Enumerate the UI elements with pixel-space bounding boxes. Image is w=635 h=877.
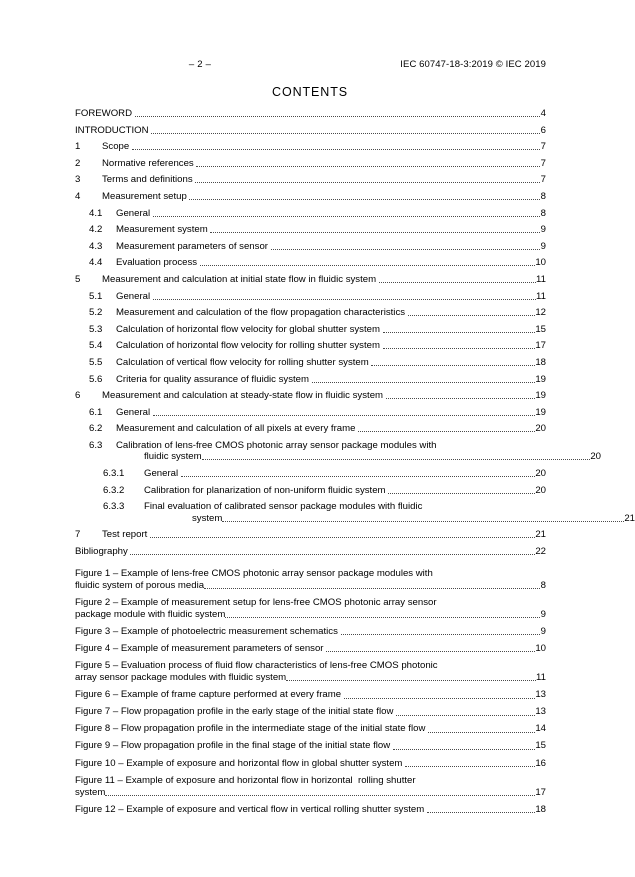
toc-dot-leader <box>371 365 534 366</box>
toc-dot-leader <box>388 493 535 494</box>
toc-entry-number: 1 <box>75 141 81 153</box>
figure-caption-line2: system <box>75 786 106 798</box>
toc-entry[interactable] <box>75 439 601 463</box>
toc-entry-title: Calculation of horizontal flow velocity for rolling shutter system <box>116 340 383 352</box>
toc-entry-number: 4 <box>75 190 81 202</box>
toc-entry[interactable] <box>75 407 546 419</box>
toc-dot-leader <box>383 348 535 349</box>
toc-dot-leader <box>386 398 535 399</box>
toc-page-number: 20 <box>535 484 546 496</box>
toc-dot-leader <box>135 116 540 117</box>
toc-entry[interactable] <box>75 158 546 170</box>
toc-entry-title: Calibration of lens-free CMOS photonic array sensor package modules with <box>116 439 440 451</box>
toc-dot-leader <box>181 476 535 477</box>
toc-entry[interactable] <box>75 324 546 336</box>
toc-page-number: 7 <box>540 174 546 186</box>
toc-entry-title: Calculation of horizontal flow velocity for global shutter system <box>116 323 383 335</box>
toc-entry-title-cont: system <box>192 512 223 524</box>
toc-page-number: 19 <box>535 373 546 385</box>
figure-caption-line1: Figure 10 – Example of exposure and horizontal flow in global shutter system <box>75 757 406 769</box>
figure-page-number: 14 <box>535 723 546 735</box>
figure-list-entry[interactable] <box>75 689 546 701</box>
toc-entry-number: 5.2 <box>89 307 103 319</box>
toc-entry-number: 5.6 <box>89 373 103 385</box>
figure-caption-line1: Figure 3 – Example of photoelectric measurement schematics <box>75 626 341 637</box>
toc-page-number: 20 <box>535 423 546 435</box>
toc-entry[interactable] <box>75 529 546 541</box>
running-header <box>75 58 546 72</box>
toc-page-number: 20 <box>535 468 546 480</box>
toc-entry[interactable] <box>75 208 546 220</box>
figure-dot-leader <box>286 680 535 681</box>
toc-entry-title: Criteria for quality assurance of fluidic system <box>116 373 312 385</box>
toc-entry-number: 4.1 <box>89 207 103 219</box>
toc-page-number: 7 <box>540 157 546 169</box>
toc-page-number: 8 <box>540 190 546 202</box>
figure-caption-line2: array sensor package modules with fluidic system <box>75 672 287 684</box>
toc-dot-leader <box>153 216 540 217</box>
figure-page-number: 15 <box>535 740 546 752</box>
toc-page-number: 4 <box>540 108 546 119</box>
toc-page-number: 21 <box>624 512 635 524</box>
figure-page-number: 11 <box>536 672 546 684</box>
toc-dot-leader <box>210 232 540 233</box>
figure-page-number: 18 <box>535 803 546 815</box>
figure-dot-leader <box>428 732 535 733</box>
toc-dot-leader <box>150 537 535 538</box>
figure-dot-leader <box>204 588 540 589</box>
list-of-figures <box>75 568 546 821</box>
figure-dot-leader <box>341 634 541 635</box>
toc-page-number: 9 <box>540 224 546 236</box>
toc-entry[interactable] <box>75 501 635 524</box>
toc-entry-number: 6.1 <box>89 406 103 418</box>
toc-entry-title: Measurement and calculation at steady-state flow in fluidic system <box>102 390 386 402</box>
toc-entry-number: 5 <box>75 273 81 285</box>
figure-dot-leader <box>344 698 535 699</box>
toc-dot-leader <box>189 199 540 200</box>
toc-entry-number: 3 <box>75 174 81 186</box>
toc-entry-title: Normative references <box>102 157 197 169</box>
toc-dot-leader <box>408 315 535 316</box>
figure-caption-line1: Figure 8 – Flow propagation profile in the intermediate stage of the initial state flow <box>75 723 429 735</box>
toc-entry[interactable] <box>75 340 546 352</box>
figure-list-entry[interactable] <box>75 775 546 799</box>
toc-page-number: 12 <box>535 307 546 319</box>
figure-page-number: 9 <box>540 626 546 637</box>
toc-entry-number: 5.3 <box>89 323 103 335</box>
toc-entry-title: General <box>116 207 153 219</box>
figure-list-entry[interactable] <box>75 626 546 638</box>
toc-entry[interactable] <box>75 423 546 435</box>
figure-caption-line1: Figure 6 – Example of frame capture performed at every frame <box>75 689 344 701</box>
figure-list-entry[interactable] <box>75 597 546 621</box>
toc-dot-leader <box>202 459 590 460</box>
figure-caption-line1: Figure 7 – Flow propagation profile in the early stage of the initial state flow <box>75 706 397 718</box>
figure-list-entry[interactable] <box>75 804 546 816</box>
toc-dot-leader <box>153 415 535 416</box>
toc-entry-title: INTRODUCTION <box>75 124 152 136</box>
toc-entry-title: Terms and definitions <box>102 174 196 186</box>
toc-entry-number: 7 <box>75 529 81 541</box>
figure-caption-line1: Figure 4 – Example of measurement parameters of sensor <box>75 643 327 655</box>
figure-page-number: 13 <box>535 689 546 701</box>
figure-page-number: 13 <box>535 706 546 718</box>
toc-dot-leader <box>379 282 536 283</box>
toc-entry-number: 6.3.2 <box>103 484 125 496</box>
toc-entry-title: Calculation of vertical flow velocity for rolling shutter system <box>116 356 372 368</box>
toc-entry[interactable] <box>75 174 546 186</box>
toc-entry[interactable] <box>75 374 546 386</box>
toc-entry-title: Measurement system <box>116 224 211 236</box>
figure-page-number: 16 <box>535 757 546 769</box>
table-of-contents <box>75 108 635 563</box>
toc-entry[interactable] <box>75 191 546 203</box>
toc-entry-number: 6.3.3 <box>103 501 125 513</box>
figure-caption-line1: Figure 11 – Example of exposure and horizontal flow in horizontal rolling shutter <box>75 774 416 786</box>
figure-dot-leader <box>326 651 535 652</box>
figure-list-entry[interactable] <box>75 643 546 655</box>
toc-entry-title: Measurement and calculation of all pixels at every frame <box>116 423 359 435</box>
toc-entry-title: General <box>116 290 153 302</box>
toc-entry-number: 6.3.1 <box>103 468 125 480</box>
figure-list-entry[interactable] <box>75 660 546 684</box>
toc-entry-number: 5.5 <box>89 356 103 368</box>
toc-entry-title: Measurement and calculation at initial state flow in fluidic system <box>102 273 379 285</box>
page-title: CONTENTS <box>272 85 348 99</box>
toc-page-number: 15 <box>535 323 546 335</box>
toc-entry[interactable] <box>75 546 546 558</box>
toc-page-number: 9 <box>540 240 546 252</box>
toc-entry[interactable] <box>75 357 546 369</box>
toc-entry-number: 6 <box>75 390 81 402</box>
figure-page-number: 9 <box>540 608 546 620</box>
toc-dot-leader <box>383 332 535 333</box>
toc-entry-title-cont: fluidic system <box>144 451 202 463</box>
toc-page-number: 17 <box>535 340 546 352</box>
figure-list-entry[interactable] <box>75 758 546 770</box>
toc-dot-leader <box>271 249 541 250</box>
toc-entry[interactable] <box>75 468 546 480</box>
toc-entry-title: Measurement setup <box>102 190 190 202</box>
toc-dot-leader <box>151 133 540 134</box>
toc-entry[interactable] <box>75 224 546 236</box>
toc-page-number: 22 <box>535 546 546 558</box>
figure-page-number: 17 <box>535 786 546 798</box>
toc-page-number: 21 <box>535 529 546 541</box>
toc-entry-title: Final evaluation of calibrated sensor package modules with fluidic <box>144 501 426 513</box>
toc-dot-leader <box>153 299 536 300</box>
toc-entry-title: General <box>144 468 181 480</box>
toc-dot-leader <box>196 166 540 167</box>
figure-dot-leader <box>427 812 535 813</box>
toc-page-number: 20 <box>590 451 601 463</box>
toc-entry-title: Bibliography <box>75 546 131 558</box>
toc-entry[interactable] <box>75 141 546 153</box>
figure-caption-line1: Figure 9 – Flow propagation profile in the final stage of the initial state flow <box>75 740 393 752</box>
figure-page-number: 10 <box>535 643 546 655</box>
figure-list-entry[interactable] <box>75 740 546 752</box>
toc-page-number: 7 <box>540 141 546 153</box>
toc-dot-leader <box>358 431 535 432</box>
figure-list-entry[interactable] <box>75 706 546 718</box>
figure-page-number: 8 <box>540 579 546 591</box>
figure-dot-leader <box>225 617 540 618</box>
toc-entry-number: 5.4 <box>89 340 103 352</box>
toc-dot-leader <box>195 182 540 183</box>
toc-dot-leader <box>130 554 534 555</box>
toc-page-number: 10 <box>535 257 546 269</box>
toc-entry-title: Measurement parameters of sensor <box>116 240 271 252</box>
figure-caption-line2: fluidic system of porous media <box>75 579 205 591</box>
figure-dot-leader <box>105 795 534 796</box>
toc-page-number: 19 <box>535 390 546 402</box>
figure-list-entry[interactable] <box>75 568 546 592</box>
toc-entry[interactable] <box>75 257 546 269</box>
toc-entry-number: 4.3 <box>89 240 103 252</box>
toc-page-number: 8 <box>540 207 546 219</box>
figure-caption-line1: Figure 12 – Example of exposure and vertical flow in vertical rolling shutter system <box>75 803 427 815</box>
toc-entry-number: 6.3 <box>89 439 103 451</box>
toc-entry-title: Calibration for planarization of non-uniform fluidic system <box>144 484 389 496</box>
toc-entry[interactable] <box>75 307 546 319</box>
figure-dot-leader <box>405 766 535 767</box>
toc-entry[interactable] <box>75 241 546 253</box>
toc-page-number: 11 <box>536 273 546 285</box>
figure-dot-leader <box>393 749 535 750</box>
figure-caption-line1: Figure 1 – Example of lens-free CMOS photonic array sensor package modules with <box>75 568 433 579</box>
figure-caption-line1: Figure 5 – Evaluation process of fluid flow characteristics of lens-free CMOS photonic <box>75 660 438 672</box>
toc-entry-title: General <box>116 406 153 418</box>
toc-entry-number: 6.2 <box>89 423 103 435</box>
toc-dot-leader <box>222 521 623 522</box>
toc-entry-title: Test report <box>102 529 150 541</box>
toc-page-number: 6 <box>540 124 546 136</box>
toc-page-number: 11 <box>536 290 546 302</box>
toc-entry-title: FOREWORD <box>75 108 135 119</box>
figure-list-entry[interactable] <box>75 723 546 735</box>
toc-entry-title: Evaluation process <box>116 257 200 269</box>
figure-caption-line2: package module with fluidic system <box>75 608 226 620</box>
toc-entry-title: Measurement and calculation of the flow propagation characteristics <box>116 307 408 319</box>
toc-page-number: 18 <box>535 356 546 368</box>
toc-entry-number: 2 <box>75 157 81 169</box>
toc-entry[interactable] <box>75 108 546 120</box>
toc-dot-leader <box>200 265 535 266</box>
toc-entry-number: 5.1 <box>89 290 103 302</box>
toc-entry[interactable] <box>75 390 546 402</box>
header-page-marker: – 2 – <box>188 59 212 70</box>
toc-entry[interactable] <box>75 485 546 497</box>
toc-page-number: 19 <box>535 406 546 418</box>
toc-entry[interactable] <box>75 274 546 286</box>
toc-entry-number: 4.4 <box>89 257 103 269</box>
toc-entry[interactable] <box>75 291 546 303</box>
toc-entry[interactable] <box>75 125 546 137</box>
figure-dot-leader <box>396 715 535 716</box>
toc-entry-title: Scope <box>102 141 132 153</box>
toc-dot-leader <box>132 149 540 150</box>
toc-entry-number: 4.2 <box>89 224 103 236</box>
figure-caption-line1: Figure 2 – Example of measurement setup for lens-free CMOS photonic array sensor <box>75 597 437 608</box>
toc-dot-leader <box>312 382 535 383</box>
header-document-reference: IEC 60747-18-3:2019 © IEC 2019 <box>400 59 546 70</box>
